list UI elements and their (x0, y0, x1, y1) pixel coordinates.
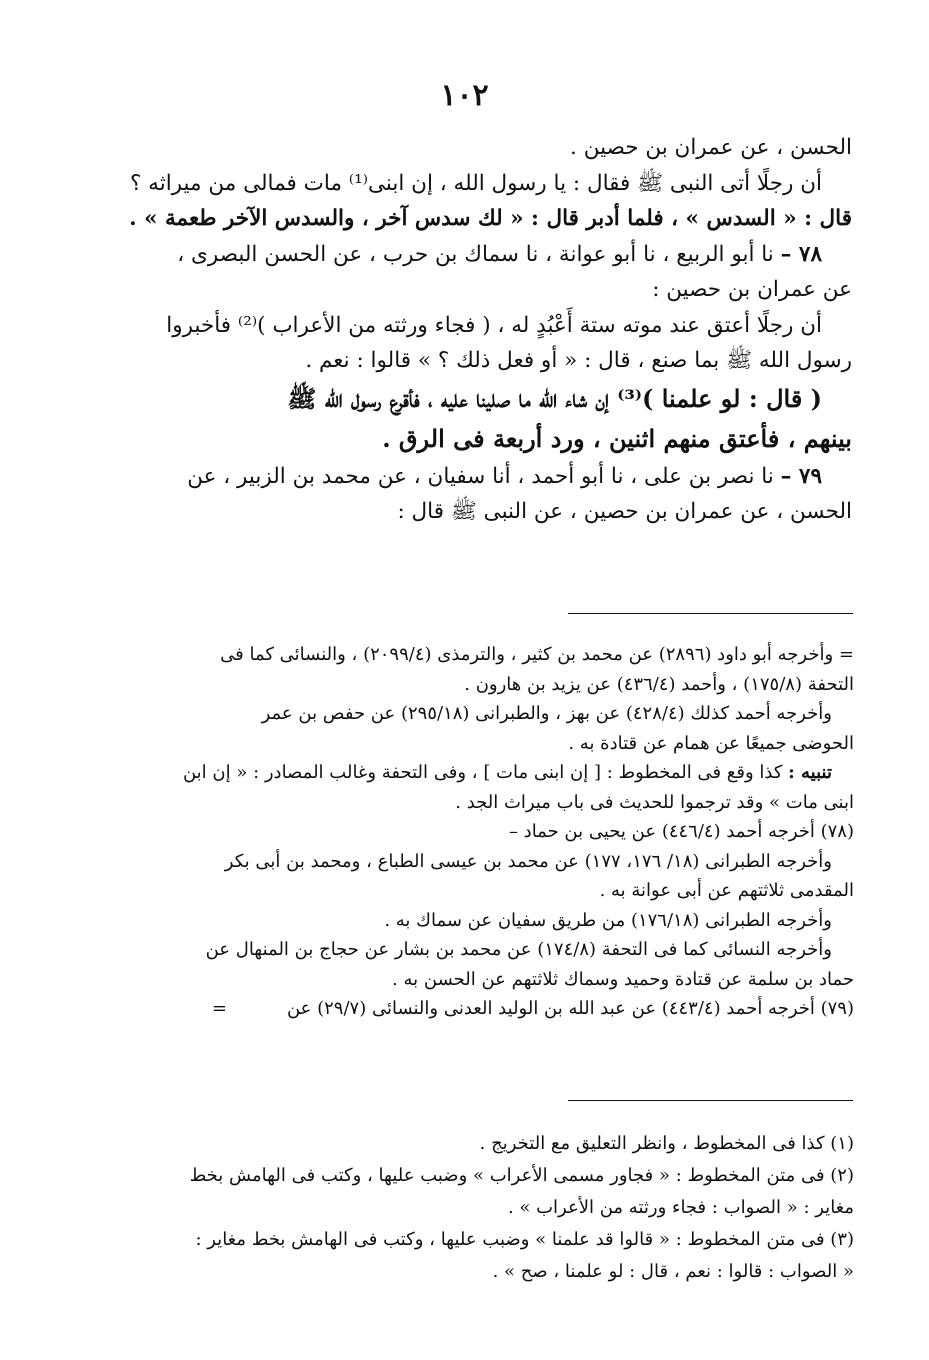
note-line: = وأخرجه أبو داود (٢٨٩٦) عن محمد بن كثير ، والترمذى (٢٠٩٩/٤) ، والنسائى كما فى (220, 644, 854, 665)
main-line: ( قال : لو علمنا )⁽³⁾ إن شاء الله ما صلينا عليه ، فأقرع رسول الله ﷺ (287, 383, 822, 413)
note-text: كذا وقع فى المخطوط : [ إن ابنى مات ] ، وفى التحفة وغالب المصادر : « إن ابن (182, 762, 783, 783)
hadith-78-line (96, 237, 852, 273)
hadith-79-line (96, 459, 852, 495)
note-line: ابنى مات » وقد ترجموا للحديث فى باب ميراث الجد . (455, 791, 854, 813)
note-text: (٧٩) أخرجه أحمد (٤٤٣/٤) عن عبد الله بن الوليد العدنى والنسائى (٢٩/٧) عن (286, 998, 854, 1019)
main-line: أن رجلًا أعتق عند موته ستة أَعْبُدٍ له ، ( فجاء ورثته من الأعراب )⁽²⁾ فأخبروا (166, 312, 822, 338)
page-number: ١٠٢ (440, 78, 489, 113)
hadith-number: ٧٩ – (780, 463, 822, 489)
note-line: حماد بن سلمة عن قتادة وحميد وسماك ثلاثتهم عن الحسن به . (392, 968, 854, 990)
note-line: المقدمى ثلاثتهم عن أبى عوانة به . (599, 880, 854, 901)
note-line: وأخرجه النسائى كما فى التحفة (١٧٤/٨) عن محمد بن بشار عن حجاج بن المنهال عن (205, 939, 832, 960)
note-line (98, 758, 854, 788)
main-line: نا نصر بن على ، نا أبو أحمد ، أنا سفيان ، عن محمد بن الزبير ، عن (187, 463, 774, 489)
footnote-line: « الصواب : قالوا : نعم ، قال : لو علمنا ، صح » . (492, 1261, 854, 1282)
footnotes (98, 1128, 854, 1288)
main-line: رسول الله ﷺ بما صنع ، قال : « أو فعل ذلك ؟ » قالوا : نعم . (305, 348, 852, 373)
note-line: وأخرجه الطبرانى (١٧٦/١٨) من طريق سفيان عن سماك به . (384, 909, 832, 931)
note-line: وأخرجه أحمد كذلك (٤٢٨/٤) عن بهز ، والطبرانى (٢٩٥/١٨) عن حفص بن عمر (261, 703, 832, 724)
footnote-line: مغاير : « الصواب : فجاء ورثته من الأعراب » . (507, 1197, 854, 1218)
takhrij-notes (98, 640, 854, 1024)
separator-rule (568, 613, 853, 614)
footnote-line: (١) كذا فى المخطوط ، وانظر التعليق مع التخريج . (479, 1133, 854, 1154)
note-line: (٧٨) أخرجه أحمد (٤٤٦/٤) عن يحيى بن حماد – (508, 821, 854, 842)
main-line: عن عمران بن حصين : (652, 277, 852, 302)
continuation-mark: = (211, 998, 227, 1019)
main-line: بينهم ، فأعتق منهم اثنين ، ورد أربعة فى الرق . (382, 423, 852, 453)
separator-rule (568, 1100, 853, 1101)
note-line (98, 994, 854, 1024)
footnote-line: (٣) فى متن المخطوط : « قالوا قد علمنا » وضبب عليها ، وكتب فى الهامش بخط مغاير : (195, 1229, 854, 1250)
main-line: الحسن ، عن عمران بن حصين . (570, 135, 852, 160)
main-line: أن رجلًا أتى النبى ﷺ فقال : يا رسول الله ، إن ابنى⁽¹⁾ مات فمالى من ميراثه ؟ (129, 170, 822, 196)
main-line: الحسن ، عن عمران بن حصين ، عن النبى ﷺ قال : (397, 499, 852, 524)
footnote-line: (٢) فى متن المخطوط : « فجاور مسمى الأعراب » وضبب عليها ، وكتب فى الهامش بخط (189, 1165, 854, 1186)
note-label: تنبيه : (788, 762, 832, 783)
main-line: قال : « السدس » ، فلما أدبر قال : « لك سدس آخر ، والسدس الآخر طعمة » . (129, 206, 852, 231)
note-line: وأخرجه الطبرانى (١٨/ ١٧٦، ١٧٧) عن محمد بن عيسى الطباع ، ومحمد بن أبى بكر (224, 850, 832, 872)
main-line: نا أبو الربيع ، نا أبو عوانة ، نا سماك بن حرب ، عن الحسن البصرى ، (177, 241, 774, 267)
hadith-number: ٧٨ – (780, 241, 822, 267)
main-text (96, 130, 852, 530)
note-line: التحفة (١٧٥/٨) ، وأحمد (٤٣٦/٤) عن يزيد بن هارون . (464, 673, 854, 695)
note-line: الحوضى جميعًا عن همام عن قتادة به . (568, 732, 854, 754)
